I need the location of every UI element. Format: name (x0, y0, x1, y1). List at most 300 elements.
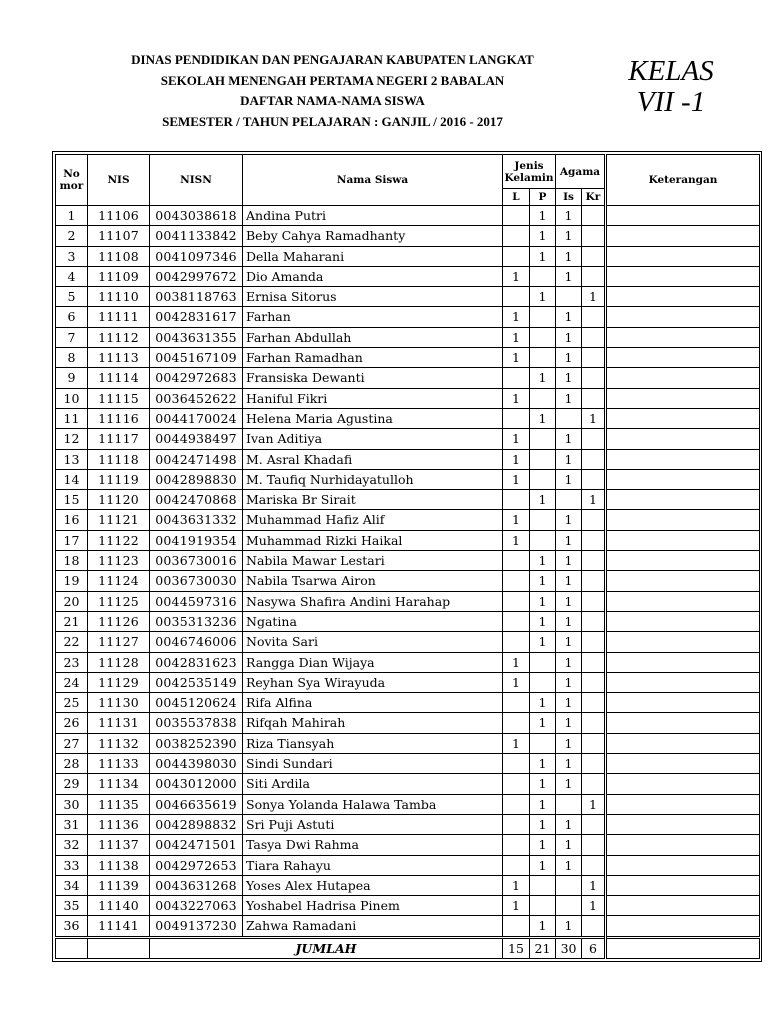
total-row (56, 937, 760, 958)
cell-nomor: 29 (56, 774, 88, 794)
cell-nis: 11119 (88, 469, 150, 489)
cell-nisn: 0044938497 (150, 429, 243, 449)
cell-is: 1 (556, 449, 582, 469)
cell-nama: Tiara Rahayu (243, 855, 503, 875)
cell-p (530, 510, 556, 530)
cell-nis: 11117 (88, 429, 150, 449)
cell-nomor: 27 (56, 733, 88, 753)
table-row (56, 693, 760, 713)
cell-nisn: 0042997672 (150, 266, 243, 286)
cell-nisn: 0042972683 (150, 368, 243, 388)
cell-nisn: 0043631332 (150, 510, 243, 530)
cell-p (530, 307, 556, 327)
cell-l (503, 206, 530, 226)
cell-keterangan (606, 348, 760, 368)
cell-nomor: 31 (56, 814, 88, 834)
cell-nomor: 2 (56, 226, 88, 246)
cell-kr: 1 (582, 896, 606, 916)
cell-l (503, 814, 530, 834)
cell-nis: 11135 (88, 794, 150, 814)
cell-l: 1 (503, 733, 530, 753)
col-header-nomor-line1: No (63, 168, 80, 180)
cell-nisn: 0043631268 (150, 875, 243, 895)
cell-nomor: 15 (56, 490, 88, 510)
cell-nis: 11113 (88, 348, 150, 368)
cell-nama: Rifa Alfina (243, 693, 503, 713)
cell-kr (582, 611, 606, 631)
cell-nomor: 20 (56, 591, 88, 611)
cell-p (530, 875, 556, 895)
cell-nama: M. Asral Khadafi (243, 449, 503, 469)
table-row (56, 754, 760, 774)
cell-keterangan (606, 307, 760, 327)
cell-nisn: 0042898832 (150, 814, 243, 834)
cell-nis: 11133 (88, 754, 150, 774)
cell-nis: 11108 (88, 246, 150, 266)
cell-l: 1 (503, 530, 530, 550)
cell-l (503, 774, 530, 794)
table-row (56, 429, 760, 449)
cell-nomor: 10 (56, 388, 88, 408)
col-header-nama: Nama Siswa (243, 155, 503, 206)
cell-nama: Dio Amanda (243, 266, 503, 286)
cell-l (503, 855, 530, 875)
cell-nomor: 36 (56, 916, 88, 937)
cell-is: 1 (556, 368, 582, 388)
table-row (56, 388, 760, 408)
cell-keterangan (606, 774, 760, 794)
cell-nis: 11141 (88, 916, 150, 937)
table-row (56, 206, 760, 226)
cell-p (530, 530, 556, 550)
cell-keterangan (606, 814, 760, 834)
cell-p: 1 (530, 835, 556, 855)
student-table (55, 154, 760, 959)
cell-nis: 11106 (88, 206, 150, 226)
cell-nomor: 19 (56, 571, 88, 591)
cell-nisn: 0042471501 (150, 835, 243, 855)
cell-is: 1 (556, 327, 582, 347)
cell-nis: 11121 (88, 510, 150, 530)
cell-nis: 11109 (88, 266, 150, 286)
cell-nama: Haniful Fikri (243, 388, 503, 408)
cell-nomor: 11 (56, 408, 88, 428)
cell-nama: Nabila Mawar Lestari (243, 551, 503, 571)
cell-l (503, 368, 530, 388)
cell-l: 1 (503, 652, 530, 672)
cell-keterangan (606, 266, 760, 286)
cell-nama: Farhan Ramadhan (243, 348, 503, 368)
cell-is (556, 896, 582, 916)
cell-nomor: 1 (56, 206, 88, 226)
cell-nis: 11134 (88, 774, 150, 794)
cell-nis: 11127 (88, 632, 150, 652)
cell-kr (582, 266, 606, 286)
cell-kr (582, 835, 606, 855)
cell-kr (582, 591, 606, 611)
cell-nama: Ernisa Sitorus (243, 287, 503, 307)
cell-keterangan (606, 916, 760, 937)
table-row (56, 490, 760, 510)
cell-nama: Farhan Abdullah (243, 327, 503, 347)
cell-l: 1 (503, 469, 530, 489)
cell-kr (582, 916, 606, 937)
cell-nis: 11111 (88, 307, 150, 327)
total-p: 21 (530, 937, 556, 958)
table-row (56, 551, 760, 571)
student-table-frame (52, 151, 762, 962)
cell-l (503, 287, 530, 307)
cell-l: 1 (503, 672, 530, 692)
table-row (56, 652, 760, 672)
cell-kr: 1 (582, 287, 606, 307)
col-header-jenis-kelamin (503, 155, 556, 189)
table-row (56, 733, 760, 753)
cell-nomor: 13 (56, 449, 88, 469)
cell-p (530, 652, 556, 672)
col-header-l: L (503, 189, 530, 206)
cell-is: 1 (556, 530, 582, 550)
cell-nama: Andina Putri (243, 206, 503, 226)
cell-nis: 11137 (88, 835, 150, 855)
cell-keterangan (606, 490, 760, 510)
cell-nama: Novita Sari (243, 632, 503, 652)
cell-is: 1 (556, 551, 582, 571)
cell-is: 1 (556, 429, 582, 449)
cell-l (503, 632, 530, 652)
cell-nomor: 26 (56, 713, 88, 733)
cell-is: 1 (556, 774, 582, 794)
cell-kr (582, 551, 606, 571)
cell-l (503, 408, 530, 428)
cell-kr (582, 754, 606, 774)
cell-l: 1 (503, 348, 530, 368)
cell-is: 1 (556, 206, 582, 226)
cell-keterangan (606, 510, 760, 530)
cell-p: 1 (530, 814, 556, 834)
table-row (56, 814, 760, 834)
cell-is: 1 (556, 835, 582, 855)
cell-kr (582, 307, 606, 327)
col-header-p: P (530, 189, 556, 206)
cell-keterangan (606, 632, 760, 652)
cell-is (556, 408, 582, 428)
cell-is (556, 287, 582, 307)
cell-keterangan (606, 591, 760, 611)
cell-nomor: 34 (56, 875, 88, 895)
cell-nis: 11115 (88, 388, 150, 408)
cell-nomor: 3 (56, 246, 88, 266)
cell-is: 1 (556, 307, 582, 327)
cell-is (556, 875, 582, 895)
cell-nomor: 8 (56, 348, 88, 368)
cell-nisn: 0049137230 (150, 916, 243, 937)
cell-nisn: 0044170024 (150, 408, 243, 428)
table-row (56, 510, 760, 530)
cell-nomor: 4 (56, 266, 88, 286)
cell-l (503, 916, 530, 937)
cell-is: 1 (556, 591, 582, 611)
cell-keterangan (606, 408, 760, 428)
cell-l: 1 (503, 896, 530, 916)
class-label-word: KELAS (628, 55, 714, 87)
cell-keterangan (606, 693, 760, 713)
cell-kr (582, 774, 606, 794)
cell-p (530, 266, 556, 286)
cell-keterangan (606, 429, 760, 449)
total-empty-2 (88, 937, 150, 958)
col-header-nis: NIS (88, 155, 150, 206)
cell-nis: 11140 (88, 896, 150, 916)
table-row (56, 571, 760, 591)
col-header-agama: Agama (556, 155, 606, 189)
cell-kr (582, 814, 606, 834)
cell-p: 1 (530, 713, 556, 733)
cell-nisn: 0035313236 (150, 611, 243, 631)
cell-nisn: 0045120624 (150, 693, 243, 713)
cell-is: 1 (556, 388, 582, 408)
cell-kr (582, 348, 606, 368)
header-title: DAFTAR NAMA-NAMA SISWA (240, 93, 425, 108)
cell-is: 1 (556, 672, 582, 692)
cell-p: 1 (530, 754, 556, 774)
table-row (56, 368, 760, 388)
cell-nis: 11136 (88, 814, 150, 834)
cell-p: 1 (530, 287, 556, 307)
table-row (56, 469, 760, 489)
cell-nama: Sonya Yolanda Halawa Tamba (243, 794, 503, 814)
cell-p: 1 (530, 632, 556, 652)
cell-nama: Reyhan Sya Wirayuda (243, 672, 503, 692)
cell-nis: 11130 (88, 693, 150, 713)
cell-nisn: 0041919354 (150, 530, 243, 550)
cell-keterangan (606, 855, 760, 875)
col-header-nomor (56, 155, 88, 206)
cell-is: 1 (556, 266, 582, 286)
cell-l: 1 (503, 449, 530, 469)
cell-nisn: 0036730030 (150, 571, 243, 591)
cell-nisn: 0042831617 (150, 307, 243, 327)
cell-kr (582, 449, 606, 469)
cell-is (556, 490, 582, 510)
cell-nama: Rifqah Mahirah (243, 713, 503, 733)
total-label: JUMLAH (150, 937, 503, 958)
cell-l (503, 551, 530, 571)
cell-nama: Yoses Alex Hutapea (243, 875, 503, 895)
cell-nis: 11110 (88, 287, 150, 307)
cell-nomor: 33 (56, 855, 88, 875)
cell-p (530, 449, 556, 469)
cell-p (530, 896, 556, 916)
cell-l (503, 226, 530, 246)
cell-nomor: 21 (56, 611, 88, 631)
cell-kr (582, 327, 606, 347)
table-row (56, 774, 760, 794)
table-row (56, 287, 760, 307)
cell-nis: 11123 (88, 551, 150, 571)
cell-nomor: 7 (56, 327, 88, 347)
cell-keterangan (606, 835, 760, 855)
col-header-kr: Kr (582, 189, 606, 206)
cell-nisn: 0038252390 (150, 733, 243, 753)
cell-is: 1 (556, 632, 582, 652)
cell-keterangan (606, 530, 760, 550)
cell-nisn: 0043227063 (150, 896, 243, 916)
cell-nama: Nasywa Shafira Andini Harahap (243, 591, 503, 611)
cell-kr: 1 (582, 490, 606, 510)
cell-p (530, 327, 556, 347)
cell-nis: 11139 (88, 875, 150, 895)
cell-nisn: 0036452622 (150, 388, 243, 408)
cell-nama: Zahwa Ramadani (243, 916, 503, 937)
cell-nomor: 14 (56, 469, 88, 489)
cell-l (503, 611, 530, 631)
header-school: SEKOLAH MENENGAH PERTAMA NEGERI 2 BABALAN (160, 72, 505, 88)
cell-nama: Beby Cahya Ramadhanty (243, 226, 503, 246)
cell-nis: 11128 (88, 652, 150, 672)
cell-p: 1 (530, 551, 556, 571)
table-row (56, 348, 760, 368)
class-label (612, 56, 730, 118)
cell-nis: 11120 (88, 490, 150, 510)
cell-is: 1 (556, 916, 582, 937)
cell-nama: Helena Maria Agustina (243, 408, 503, 428)
cell-nis: 11116 (88, 408, 150, 428)
cell-keterangan (606, 551, 760, 571)
cell-nama: Riza Tiansyah (243, 733, 503, 753)
cell-p: 1 (530, 490, 556, 510)
cell-l (503, 490, 530, 510)
table-row (56, 875, 760, 895)
cell-nomor: 22 (56, 632, 88, 652)
cell-nis: 11126 (88, 611, 150, 631)
cell-keterangan (606, 206, 760, 226)
cell-nis: 11129 (88, 672, 150, 692)
cell-nomor: 25 (56, 693, 88, 713)
cell-keterangan (606, 672, 760, 692)
cell-p: 1 (530, 368, 556, 388)
cell-is: 1 (556, 246, 582, 266)
cell-is: 1 (556, 814, 582, 834)
cell-nisn: 0044398030 (150, 754, 243, 774)
cell-nomor: 23 (56, 652, 88, 672)
cell-kr (582, 672, 606, 692)
table-row (56, 794, 760, 814)
cell-nama: Della Maharani (243, 246, 503, 266)
cell-keterangan (606, 875, 760, 895)
col-header-nisn: NISN (150, 155, 243, 206)
cell-l: 1 (503, 266, 530, 286)
cell-keterangan (606, 896, 760, 916)
cell-l: 1 (503, 510, 530, 530)
cell-p: 1 (530, 226, 556, 246)
cell-nisn: 0041097346 (150, 246, 243, 266)
cell-nama: M. Taufiq Nurhidayatulloh (243, 469, 503, 489)
cell-l: 1 (503, 875, 530, 895)
cell-is: 1 (556, 693, 582, 713)
cell-kr (582, 571, 606, 591)
cell-l (503, 591, 530, 611)
cell-l: 1 (503, 429, 530, 449)
cell-keterangan (606, 469, 760, 489)
cell-nis: 11138 (88, 855, 150, 875)
cell-is (556, 794, 582, 814)
table-row (56, 632, 760, 652)
col-header-nomor-line2: mor (59, 180, 84, 192)
cell-nis: 11118 (88, 449, 150, 469)
cell-is: 1 (556, 571, 582, 591)
cell-p: 1 (530, 611, 556, 631)
cell-nisn: 0043631355 (150, 327, 243, 347)
cell-nama: Farhan (243, 307, 503, 327)
cell-is: 1 (556, 469, 582, 489)
cell-nisn: 0044597316 (150, 591, 243, 611)
cell-nomor: 9 (56, 368, 88, 388)
cell-nama: Muhammad Rizki Haikal (243, 530, 503, 550)
cell-nama: Nabila Tsarwa Airon (243, 571, 503, 591)
cell-nama: Muhammad Hafiz Alif (243, 510, 503, 530)
cell-l: 1 (503, 307, 530, 327)
cell-kr (582, 246, 606, 266)
cell-nomor: 6 (56, 307, 88, 327)
cell-nisn: 0045167109 (150, 348, 243, 368)
cell-l: 1 (503, 327, 530, 347)
total-l: 15 (503, 937, 530, 958)
cell-is: 1 (556, 733, 582, 753)
cell-kr: 1 (582, 875, 606, 895)
cell-kr (582, 855, 606, 875)
cell-nama: Sindi Sundari (243, 754, 503, 774)
cell-nisn: 0046635619 (150, 794, 243, 814)
cell-keterangan (606, 794, 760, 814)
table-row (56, 327, 760, 347)
table-row (56, 530, 760, 550)
table-row (56, 591, 760, 611)
table-row (56, 408, 760, 428)
total-empty-1 (56, 937, 88, 958)
cell-is: 1 (556, 348, 582, 368)
cell-nama: Fransiska Dewanti (243, 368, 503, 388)
col-header-jenis-line2: Kelamin (504, 171, 554, 184)
table-row (56, 226, 760, 246)
cell-keterangan (606, 368, 760, 388)
cell-kr (582, 693, 606, 713)
cell-nis: 11122 (88, 530, 150, 550)
cell-kr (582, 388, 606, 408)
cell-nomor: 24 (56, 672, 88, 692)
document-header (60, 50, 605, 132)
cell-kr (582, 206, 606, 226)
cell-nomor: 28 (56, 754, 88, 774)
table-row (56, 246, 760, 266)
cell-p (530, 733, 556, 753)
cell-p: 1 (530, 571, 556, 591)
cell-p: 1 (530, 246, 556, 266)
cell-kr (582, 530, 606, 550)
cell-nis: 11125 (88, 591, 150, 611)
cell-kr (582, 632, 606, 652)
cell-is: 1 (556, 652, 582, 672)
cell-nisn: 0046746006 (150, 632, 243, 652)
header-semester: SEMESTER / TAHUN PELAJARAN : GANJIL / 2016 - 2017 (162, 113, 503, 129)
cell-nama: Yoshabel Hadrisa Pinem (243, 896, 503, 916)
header-agency: DINAS PENDIDIKAN DAN PENGAJARAN KABUPATEN LANGKAT (131, 52, 534, 67)
cell-nisn: 0043012000 (150, 774, 243, 794)
cell-keterangan (606, 388, 760, 408)
cell-l (503, 693, 530, 713)
table-row (56, 307, 760, 327)
cell-p: 1 (530, 916, 556, 937)
